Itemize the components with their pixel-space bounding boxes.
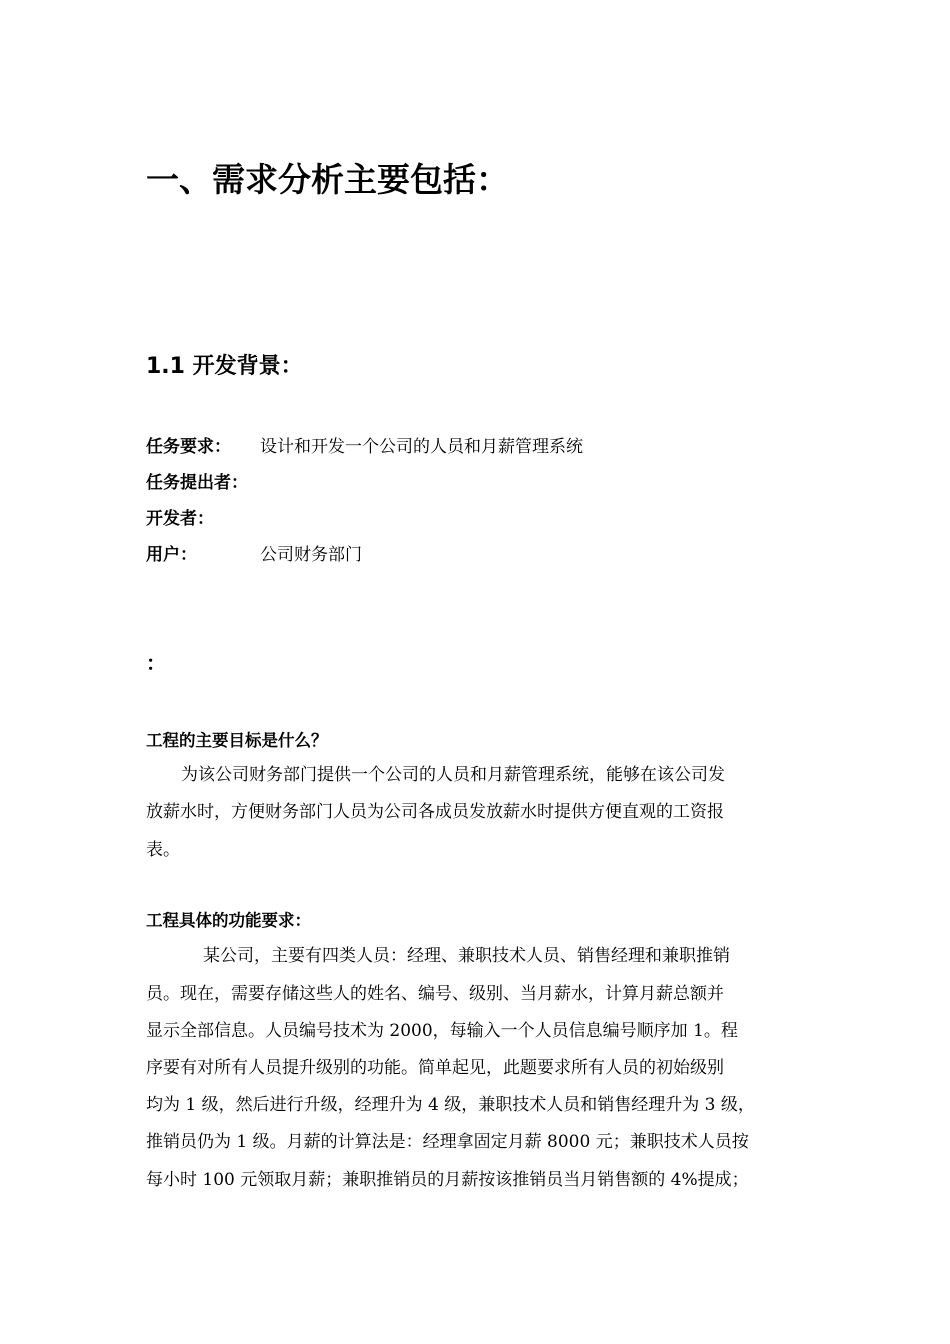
functions-line: 序要有对所有人员提升级别的功能。简单起见，此题要求所有人员的初始级别 xyxy=(146,1058,724,1078)
functions-line: 员。现在，需要存储这些人的姓名、编号、级别、当月薪水，计算月薪总额并 xyxy=(146,984,724,1004)
goal-title: 工程的主要目标是什么？ xyxy=(146,731,328,750)
functions-line: 显示全部信息。人员编号技术为 2000，每输入一个人员信息编号顺序加 1。程 xyxy=(146,1021,738,1041)
goal-line: 表。 xyxy=(146,840,180,860)
info-label: 任务提出者： xyxy=(146,473,248,493)
stray-colon: ： xyxy=(146,651,166,675)
info-label: 任务要求： xyxy=(146,437,231,457)
functions-line: 均为 1 级，然后进行升级，经理升为 4 级，兼职技术人员和销售经理升为 3 级， xyxy=(146,1095,755,1115)
main-heading: 一、需求分析主要包括： xyxy=(146,160,509,199)
info-value: 公司财务部门 xyxy=(260,545,362,565)
info-label: 开发者： xyxy=(146,509,214,529)
goal-line: 为该公司财务部门提供一个公司的人员和月薪管理系统，能够在该公司发 xyxy=(181,765,725,785)
goal-line: 放薪水时，方便财务部门人员为公司各成员发放薪水时提供方便直观的工资报 xyxy=(146,802,724,822)
functions-line: 某公司，主要有四类人员：经理、兼职技术人员、销售经理和兼职推销 xyxy=(203,946,730,966)
functions-line: 推销员仍为 1 级。月薪的计算法是：经理拿固定月薪 8000 元；兼职技术人员按 xyxy=(146,1132,749,1152)
info-value: 设计和开发一个公司的人员和月薪管理系统 xyxy=(260,437,583,457)
functions-line: 每小时 100 元领取月薪；兼职推销员的月薪按该推销员当月销售额的 4%提成； xyxy=(146,1170,749,1190)
section-heading-background: 1.1 开发背景： xyxy=(146,354,303,379)
functions-title: 工程具体的功能要求： xyxy=(146,911,311,930)
info-label: 用户： xyxy=(146,545,197,565)
